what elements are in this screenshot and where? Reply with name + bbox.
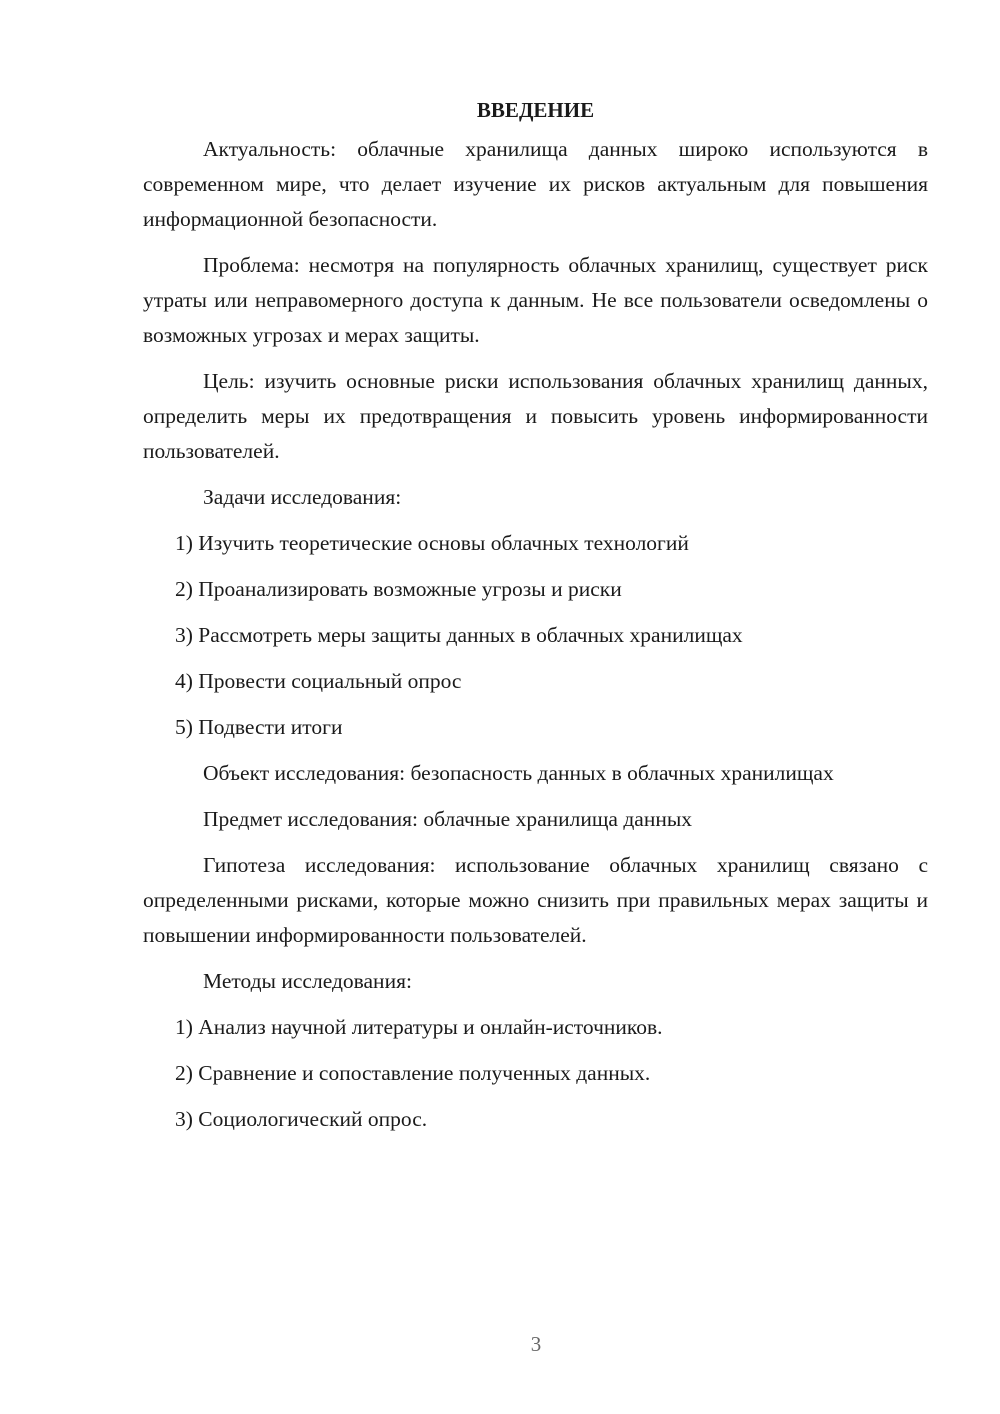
tasks-heading: Задачи исследования: (203, 485, 402, 509)
methods-heading: Методы исследования: (203, 969, 412, 993)
page-number: 3 (530, 1332, 542, 1356)
object-paragraph: Объект исследования: безопасность данных в облачных хранилищах (203, 761, 834, 785)
goal-paragraph: Цель: изучить основные риски использования облачных хранилищ данных, определить меры их предотвращения и повысить уровень информированности пользователей. (143, 369, 928, 463)
document-page (143, 92, 928, 1148)
relevance-paragraph: Актуальность: облачные хранилища данных широко используются в современном мире, что делает изучение их рисков актуальным для повышения информационной безопасности. (143, 137, 928, 231)
list-item: 2) Сравнение и сопоставление полученных данных. (175, 1061, 651, 1085)
methods-list (143, 1010, 928, 1137)
tasks-list (143, 526, 928, 745)
list-item: 1) Изучить теоретические основы облачных технологий (175, 531, 689, 555)
list-item: 4) Провести социальный опрос (175, 669, 462, 693)
subject-paragraph: Предмет исследования: облачные хранилища данных (203, 807, 693, 831)
problem-paragraph: Проблема: несмотря на популярность облачных хранилищ, существует риск утраты или неправомерного доступа к данным. Не все пользователи осведомлены о возможных угрозах и мерах защиты. (143, 253, 928, 347)
list-item: 3) Рассмотреть меры защиты данных в облачных хранилищах (175, 623, 743, 647)
hypothesis-paragraph: Гипотеза исследования: использование облачных хранилищ связано с определенными рисками, которые можно снизить при правильных мерах защиты и повышении информированности пользователей. (143, 853, 928, 947)
list-item: 5) Подвести итоги (175, 715, 343, 739)
section-title: ВВЕДЕНИЕ (476, 98, 595, 122)
list-item: 2) Проанализировать возможные угрозы и риски (175, 577, 622, 601)
list-item: 1) Анализ научной литературы и онлайн-источников. (175, 1015, 663, 1039)
list-item: 3) Социологический опрос. (175, 1107, 428, 1131)
